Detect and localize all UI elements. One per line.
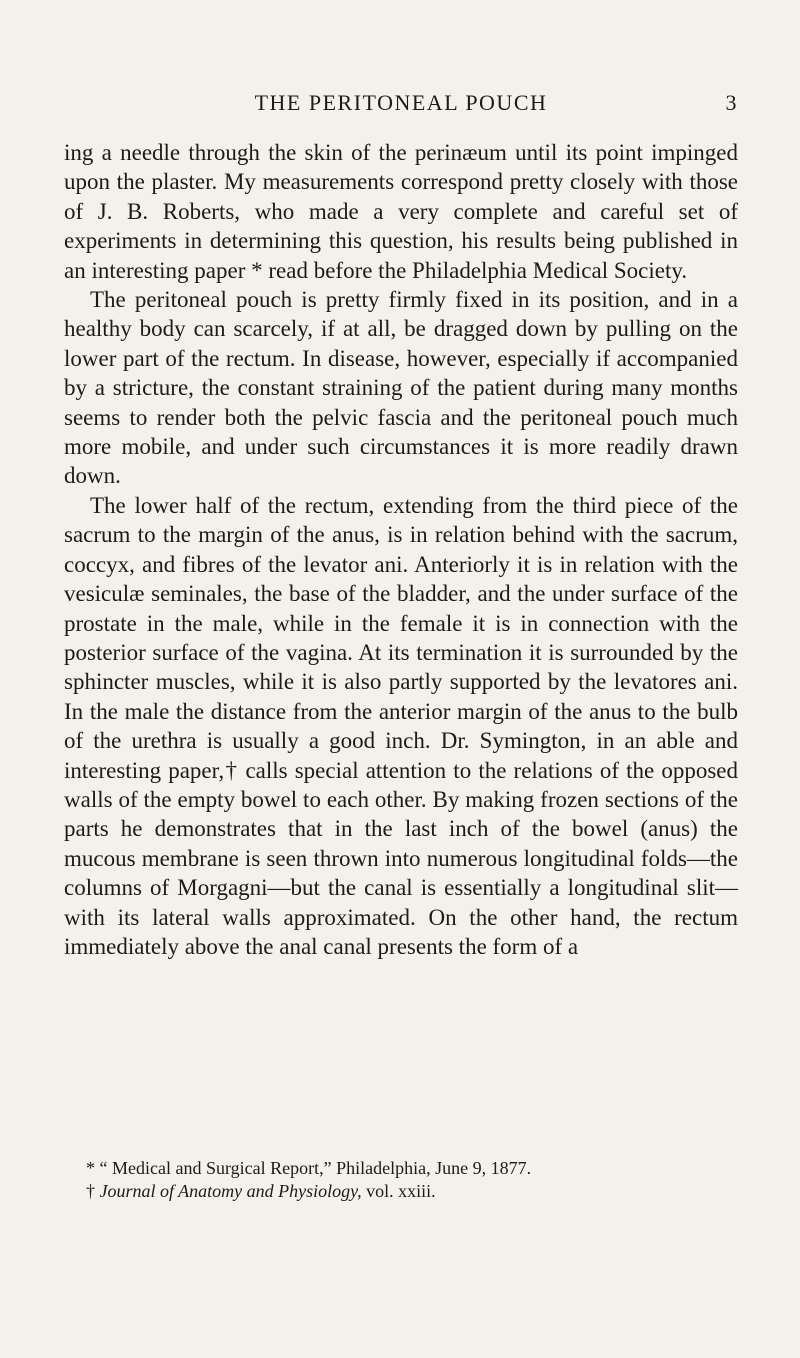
running-header — [64, 90, 738, 120]
paragraph-continued: ing a needle through the skin of the perinæum until its point impinged upon the plaster. My measurements correspond pretty closely with those of J. B. Roberts, who made a very complete and careful set of experiments in determining this question, his results being published in an interesting paper * read before the Philadelphia Medical Society. — [64, 140, 738, 283]
footnote-1: * “ Medical and Surgical Report,” Philadelphia, June 9, 1877. — [86, 1158, 532, 1178]
paragraph: The lower half of the rectum, extending from the third piece of the sacrum to the margin of the anus, is in relation behind with the sacrum, coccyx, and fibres of the levator ani. Anteriorly it is in relation with the vesiculæ seminales, the base of the bladder, and the under surface of the prostate in the male, while in the female it is in connection with the posterior surface of the vagina. At its termination it is surrounded by the sphincter muscles, while it is also partly supported by the levatores ani. In the male the distance from the anterior margin of the anus to the bulb of the urethra is usually a good inch. Dr. Symington, in an able and interesting paper,† calls special attention to the relations of the opposed walls of the empty bowel to each other. By making frozen sections of the parts he demonstrates that in the last inch of the bowel (anus) the mucous membrane is seen thrown into numerous longitudinal folds—the columns of Morgagni—but the canal is essentially a longitudinal slit—with its lateral walls approximated. On the other hand, the rectum immediately above the anal canal presents the form of a — [64, 492, 738, 959]
footnotes — [64, 1157, 738, 1203]
footnote-2-mark: † — [86, 1181, 95, 1201]
running-title: THE PERITONEAL POUCH — [254, 90, 548, 115]
paragraph: The peritoneal pouch is pretty firmly fixed in its position, and in a healthy body can scarcely, if at all, be dragged down by pulling on the lower part of the rectum. In disease, however, especially if accompanied by a stricture, the constant straining of the patient during many months seems to render both the pelvic fascia and the peritoneal pouch much more mobile, and under such circumstances it is more readily drawn down. — [64, 287, 738, 489]
footnote-2 — [64, 1180, 738, 1203]
footnote-2-title: Journal of Anatomy and Physiology, — [99, 1181, 362, 1201]
body-text — [64, 138, 738, 961]
page-number: 3 — [725, 90, 738, 115]
footnote-2-rest: vol. xxiii. — [366, 1181, 436, 1201]
